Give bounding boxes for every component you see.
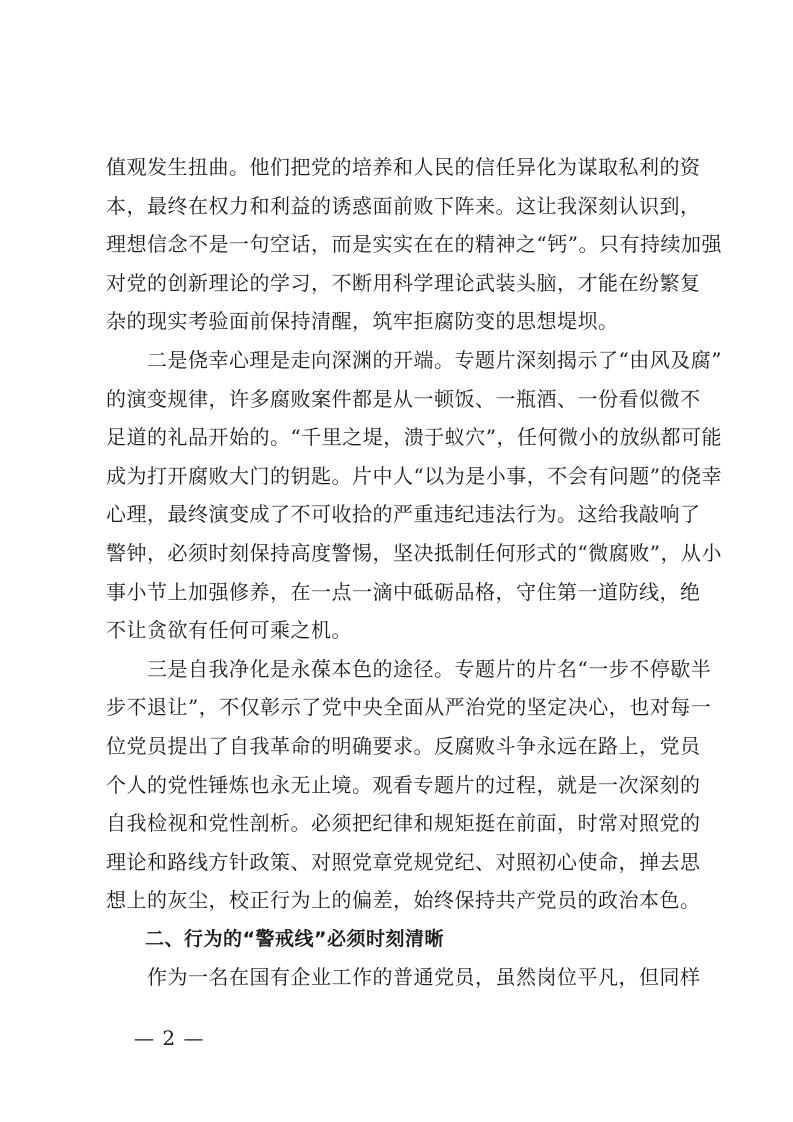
text-line: 成为打开腐败大门的钥匙。片中人“以为是小事，不会有问题”的侥幸: [106, 463, 722, 488]
text-line: 本，最终在权力和利益的诱惑面前败下阵来。这让我深刻认识到，: [106, 193, 701, 218]
text-line: 个人的党性锤炼也永无止境。观看专题片的过程，就是一次深刻的: [106, 772, 701, 797]
text-line: 理想信念不是一句空话，而是实实在在的精神之“钙”。只有持续加强: [106, 232, 722, 257]
text-line: 想上的灰尘，校正行为上的偏差，始终保持共产党员的政治本色。: [106, 888, 701, 913]
body-text: [106, 148, 722, 997]
text-line: 自我检视和党性剖析。必须把纪律和规矩挺在前面，时常对照党的: [106, 811, 701, 836]
text-line: 三是自我净化是永葆本色的途径。专题片的片名“一步不停歇半: [106, 656, 712, 681]
text-line: 的演变规律，许多腐败案件都是从一顿饭、一瓶酒、一份看似微不: [106, 386, 701, 411]
text-line: 足道的礼品开始的。“千里之堤，溃于蚁穴”，任何微小的放纵都可能: [106, 425, 722, 450]
page-number: — 2 —: [134, 1026, 205, 1050]
text-line: 心理，最终演变成了不可收拾的严重违纪违法行为。这给我敲响了: [106, 502, 701, 527]
text-line: 二是侥幸心理是走向深渊的开端。专题片深刻揭示了“由风及腐”: [106, 347, 722, 372]
text-line: 值观发生扭曲。他们把党的培养和人民的信任异化为谋取私利的资: [106, 155, 701, 179]
text-line: 对党的创新理论的学习，不断用科学理论武装头脑，才能在纷繁复: [106, 270, 701, 295]
section-heading: 二、行为的“警戒线”必须时刻清晰: [106, 927, 444, 950]
text-line: 理论和路线方针政策、对照党章党规党纪、对照初心使命，掸去思: [106, 849, 701, 874]
text-line: 作为一名在国有企业工作的普通党员，虽然岗位平凡，但同样: [106, 965, 701, 990]
text-line: 杂的现实考验面前保持清醒，筑牢拒腐防变的思想堤坝。: [106, 309, 619, 334]
text-line: 警钟，必须时刻保持高度警惕，坚决抵制任何形式的“微腐败”，从小: [106, 540, 722, 565]
text-line: 步不退让”，不仅彰示了党中央全面从严治党的坚定决心，也对每一: [106, 695, 712, 720]
text-line: 事小节上加强修养，在一点一滴中砥砺品格，守住第一道防线，绝: [106, 579, 701, 604]
text-line: 不让贪欲有任何可乘之机。: [106, 618, 352, 643]
text-line: 位党员提出了自我革命的明确要求。反腐败斗争永远在路上，党员: [106, 733, 701, 758]
